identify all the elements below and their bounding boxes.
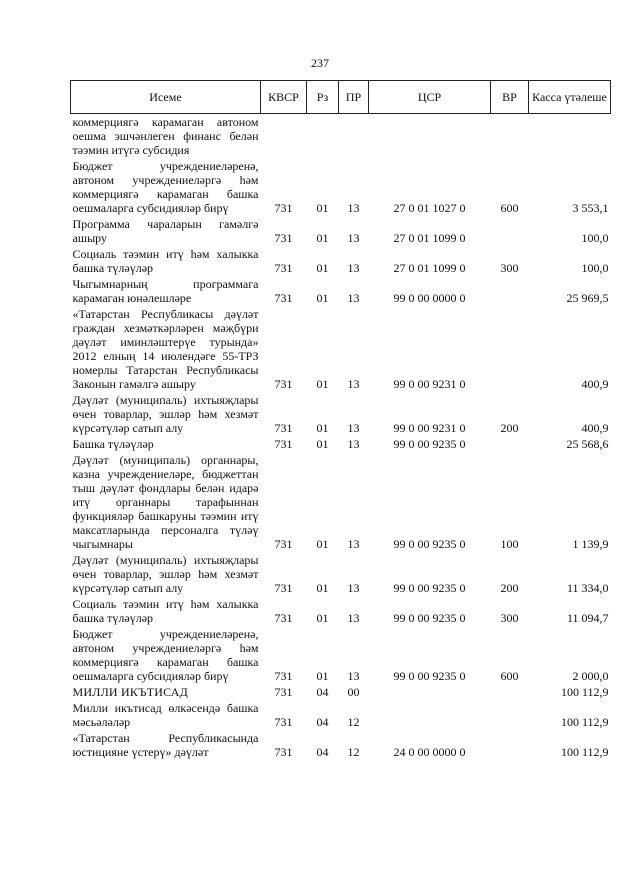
table-row <box>71 276 611 306</box>
cell-csr: 99 0 00 9235 0 <box>393 669 466 683</box>
cell-pr: 13 <box>347 261 360 275</box>
cell-csr: 99 0 00 9235 0 <box>393 537 466 551</box>
cell-rz <box>307 114 339 159</box>
cell-rz: 01 <box>316 421 329 435</box>
cell-vr: 300 <box>500 611 519 625</box>
cell-name: Дәүләт (муниципаль) ихтыяҗлары өчен товарлар, эшләр һәм хезмәт күрсәтүләр сатып алу <box>72 393 259 435</box>
cell-kvsr: 731 <box>274 201 293 215</box>
cell-name: Дәүләт (муниципаль) органнары, казна учреждениеләре, бюджеттан тыш дәүләт фондлары белән идарә итү органнары тарафыннан функцияләр башкаруны тәэмин итү максатларында персоналга түләү чыгымнары <box>72 453 259 551</box>
cell-vr <box>491 276 529 306</box>
cell-rz: 01 <box>316 231 329 245</box>
cell-csr <box>369 114 491 159</box>
cell-vr <box>491 730 529 760</box>
cell-kvsr: 731 <box>274 421 293 435</box>
cell-rz: 04 <box>316 715 329 729</box>
cell-sum: 400,9 <box>581 421 609 435</box>
cell-name: Милли икътисад өлкәсендә башка мәсьәләләр <box>72 701 259 729</box>
cell-vr <box>491 216 529 246</box>
cell-name: Дәүләт (муниципаль) ихтыяҗлары өчен товарлар, эшләр һәм хезмәт күрсәтүләр сатып алу <box>72 553 259 595</box>
cell-csr: 27 0 01 1099 0 <box>393 261 466 275</box>
cell-pr: 13 <box>347 581 360 595</box>
cell-name: «Татарстан Республикасында юстицияне үстерү» дәүләт <box>72 731 259 759</box>
cell-sum: 11 334,0 <box>566 581 609 595</box>
table-row <box>71 730 611 760</box>
table-row <box>71 436 611 452</box>
cell-pr: 13 <box>347 537 360 551</box>
cell-pr: 13 <box>347 669 360 683</box>
cell-rz: 04 <box>316 745 329 759</box>
cell-kvsr: 731 <box>274 377 293 391</box>
cell-csr: 99 0 00 9235 0 <box>393 581 466 595</box>
cell-csr: 99 0 00 9231 0 <box>393 421 466 435</box>
cell-sum: 100 112,9 <box>560 715 609 729</box>
cell-name: МИЛЛИ ИКЪТИСАД <box>72 685 188 699</box>
table-row <box>71 114 611 159</box>
cell-vr <box>491 700 529 730</box>
header-kvsr: КВСР <box>261 81 307 114</box>
cell-kvsr: 731 <box>274 611 293 625</box>
cell-vr: 600 <box>500 669 519 683</box>
table-row <box>71 626 611 684</box>
cell-vr: 600 <box>500 201 519 215</box>
cell-rz: 01 <box>316 537 329 551</box>
cell-sum: 400,9 <box>581 377 609 391</box>
header-vr: ВР <box>491 81 529 114</box>
cell-sum: 100 112,9 <box>560 685 609 699</box>
table-row <box>71 216 611 246</box>
cell-sum: 100 112,9 <box>560 745 609 759</box>
cell-kvsr: 731 <box>274 261 293 275</box>
cell-pr: 13 <box>347 377 360 391</box>
table-row <box>71 246 611 276</box>
cell-csr: 27 0 01 1027 0 <box>393 201 466 215</box>
table-row <box>71 392 611 436</box>
budget-table <box>70 80 611 760</box>
cell-sum <box>529 114 611 159</box>
cell-sum: 25 568,6 <box>566 437 609 451</box>
cell-csr: 99 0 00 0000 0 <box>393 291 466 305</box>
header-rz: Рз <box>307 81 339 114</box>
cell-sum: 100,0 <box>581 261 609 275</box>
cell-pr: 13 <box>347 437 360 451</box>
cell-vr: 100 <box>500 537 519 551</box>
table-row <box>71 552 611 596</box>
header-kassa: Касса үтәлеше <box>529 81 611 114</box>
header-pr: ПР <box>339 81 369 114</box>
table-row <box>71 596 611 626</box>
cell-name: Программа чараларын гамәлгә ашыру <box>72 217 259 245</box>
cell-kvsr <box>261 114 307 159</box>
cell-kvsr: 731 <box>274 437 293 451</box>
cell-rz: 01 <box>316 377 329 391</box>
cell-name: Башка түләүләр <box>72 437 154 451</box>
cell-vr <box>491 436 529 452</box>
table-header-row <box>71 81 611 114</box>
cell-kvsr: 731 <box>274 537 293 551</box>
cell-rz: 01 <box>316 669 329 683</box>
cell-rz: 01 <box>316 581 329 595</box>
table-row <box>71 158 611 216</box>
cell-name: Бюджет учреждениеләренә, автоном учреждениеләргә һәм коммерциягә карамаган башка оешмаларга субсидияләр бирү <box>72 627 259 683</box>
cell-kvsr: 731 <box>274 685 293 699</box>
cell-name: Социаль тәэмин итү һәм халыкка башка түләүләр <box>72 247 259 275</box>
cell-kvsr: 731 <box>274 745 293 759</box>
cell-rz: 01 <box>316 611 329 625</box>
cell-rz: 01 <box>316 261 329 275</box>
cell-csr: 99 0 00 9235 0 <box>393 437 466 451</box>
table-row <box>71 684 611 700</box>
header-name: Исеме <box>71 81 261 114</box>
cell-name: Бюджет учреждениеләренә, автоном учреждениеләргә һәм коммерциягә карамаган башка оешмаларга субсидияләр бирү <box>72 159 259 215</box>
cell-name: Чыгымнарның программага карамаган юнәлешләре <box>72 277 259 305</box>
cell-kvsr: 731 <box>274 715 293 729</box>
cell-rz: 01 <box>316 201 329 215</box>
table-row <box>71 700 611 730</box>
cell-csr <box>369 700 491 730</box>
cell-pr: 00 <box>347 685 360 699</box>
table-row <box>71 306 611 392</box>
table-body <box>71 114 611 761</box>
cell-sum: 25 969,5 <box>566 291 609 305</box>
page-number: 237 <box>311 56 329 70</box>
cell-csr: 24 0 00 0000 0 <box>393 745 466 759</box>
cell-rz: 04 <box>316 685 329 699</box>
cell-kvsr: 731 <box>274 291 293 305</box>
cell-rz: 01 <box>316 291 329 305</box>
cell-vr <box>491 114 529 159</box>
cell-csr: 99 0 00 9235 0 <box>393 611 466 625</box>
cell-sum: 11 094,7 <box>566 611 609 625</box>
cell-kvsr: 731 <box>274 231 293 245</box>
cell-vr <box>491 306 529 392</box>
cell-pr: 13 <box>347 611 360 625</box>
cell-pr: 13 <box>347 421 360 435</box>
cell-name: Социаль тәэмин итү һәм халыкка башка түләүләр <box>72 597 259 625</box>
cell-sum: 100,0 <box>581 231 609 245</box>
cell-sum: 3 553,1 <box>572 201 609 215</box>
cell-sum: 2 000,0 <box>572 669 609 683</box>
cell-vr <box>491 684 529 700</box>
cell-vr: 200 <box>500 581 519 595</box>
cell-pr: 13 <box>347 201 360 215</box>
cell-name: коммерциягә карамаган автоном оешма эшчәнлеген финанс белән тәэмин итүгә субсидия <box>72 115 259 157</box>
cell-sum: 1 139,9 <box>572 537 609 551</box>
cell-csr <box>369 684 491 700</box>
cell-rz: 01 <box>316 437 329 451</box>
table-row <box>71 452 611 552</box>
cell-csr: 27 0 01 1099 0 <box>393 231 466 245</box>
header-csr: ЦСР <box>369 81 491 114</box>
cell-name: «Татарстан Республикасы дәүләт граждан хезмәткәрләрен мәҗбүри дәүләт иминләштерүе турында» 2012 елның 14 июлендәге 55-ТРЗ номерлы Татарстан Республикасы Законын гамәлгә ашыру <box>72 307 259 391</box>
cell-vr: 300 <box>500 261 519 275</box>
cell-pr: 12 <box>347 745 360 759</box>
cell-pr: 13 <box>347 291 360 305</box>
cell-kvsr: 731 <box>274 669 293 683</box>
cell-kvsr: 731 <box>274 581 293 595</box>
cell-pr: 12 <box>347 715 360 729</box>
cell-pr: 13 <box>347 231 360 245</box>
cell-csr: 99 0 00 9231 0 <box>393 377 466 391</box>
cell-pr <box>339 114 369 159</box>
cell-vr: 200 <box>500 421 519 435</box>
